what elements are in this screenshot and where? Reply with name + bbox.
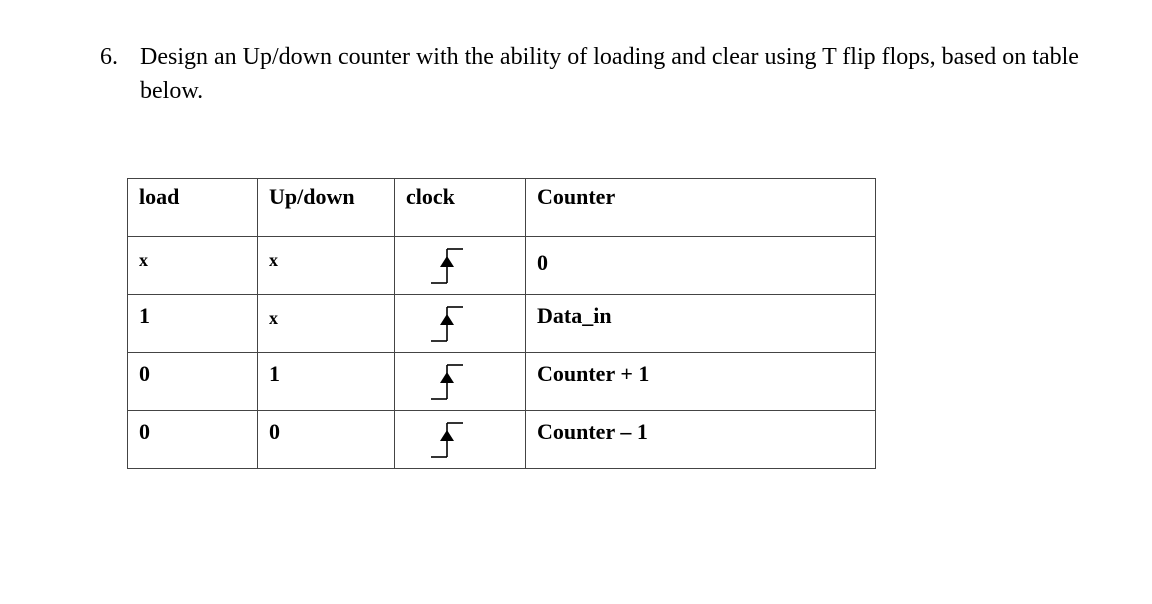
table-row [128, 353, 876, 411]
cell-counter [526, 411, 876, 469]
question [100, 40, 1130, 108]
cell-updown-value: x [269, 250, 278, 270]
cell-load [128, 295, 258, 353]
cell-counter [526, 295, 876, 353]
rising-edge-icon [431, 363, 465, 401]
cell-counter [526, 237, 876, 295]
counter-function-table [127, 178, 876, 469]
cell-updown-value: x [269, 308, 278, 328]
cell-load-value: 0 [139, 419, 150, 444]
header-counter: Counter [526, 179, 876, 237]
header-load: load [128, 179, 258, 237]
table-row [128, 411, 876, 469]
cell-clock [395, 411, 526, 469]
cell-updown-value: 1 [269, 361, 280, 386]
cell-load [128, 237, 258, 295]
cell-load [128, 411, 258, 469]
cell-load [128, 353, 258, 411]
cell-clock [395, 295, 526, 353]
cell-updown [258, 237, 395, 295]
table-row [128, 295, 876, 353]
cell-counter [526, 353, 876, 411]
rising-edge-icon [431, 421, 465, 459]
rising-edge-icon [431, 305, 465, 343]
question-number: 6. [100, 44, 118, 70]
cell-updown-value: 0 [269, 419, 280, 444]
header-updown: Up/down [258, 179, 395, 237]
header-clock: clock [395, 179, 526, 237]
cell-clock [395, 353, 526, 411]
cell-counter-value: 0 [537, 250, 548, 275]
cell-load-value: 1 [139, 303, 150, 328]
cell-updown [258, 353, 395, 411]
table-row [128, 237, 876, 295]
cell-counter-value: Counter – 1 [537, 419, 648, 444]
rising-edge-icon [431, 247, 465, 285]
cell-load-value: 0 [139, 361, 150, 386]
cell-counter-value: Data_in [537, 303, 612, 328]
cell-updown [258, 411, 395, 469]
table-header-row [128, 179, 876, 237]
cell-counter-value: Counter + 1 [537, 361, 650, 386]
question-text: Design an Up/down counter with the ability of loading and clear using T flip flops, based on table below. [140, 44, 1079, 104]
cell-clock [395, 237, 526, 295]
cell-updown [258, 295, 395, 353]
cell-load-value: x [139, 250, 148, 270]
